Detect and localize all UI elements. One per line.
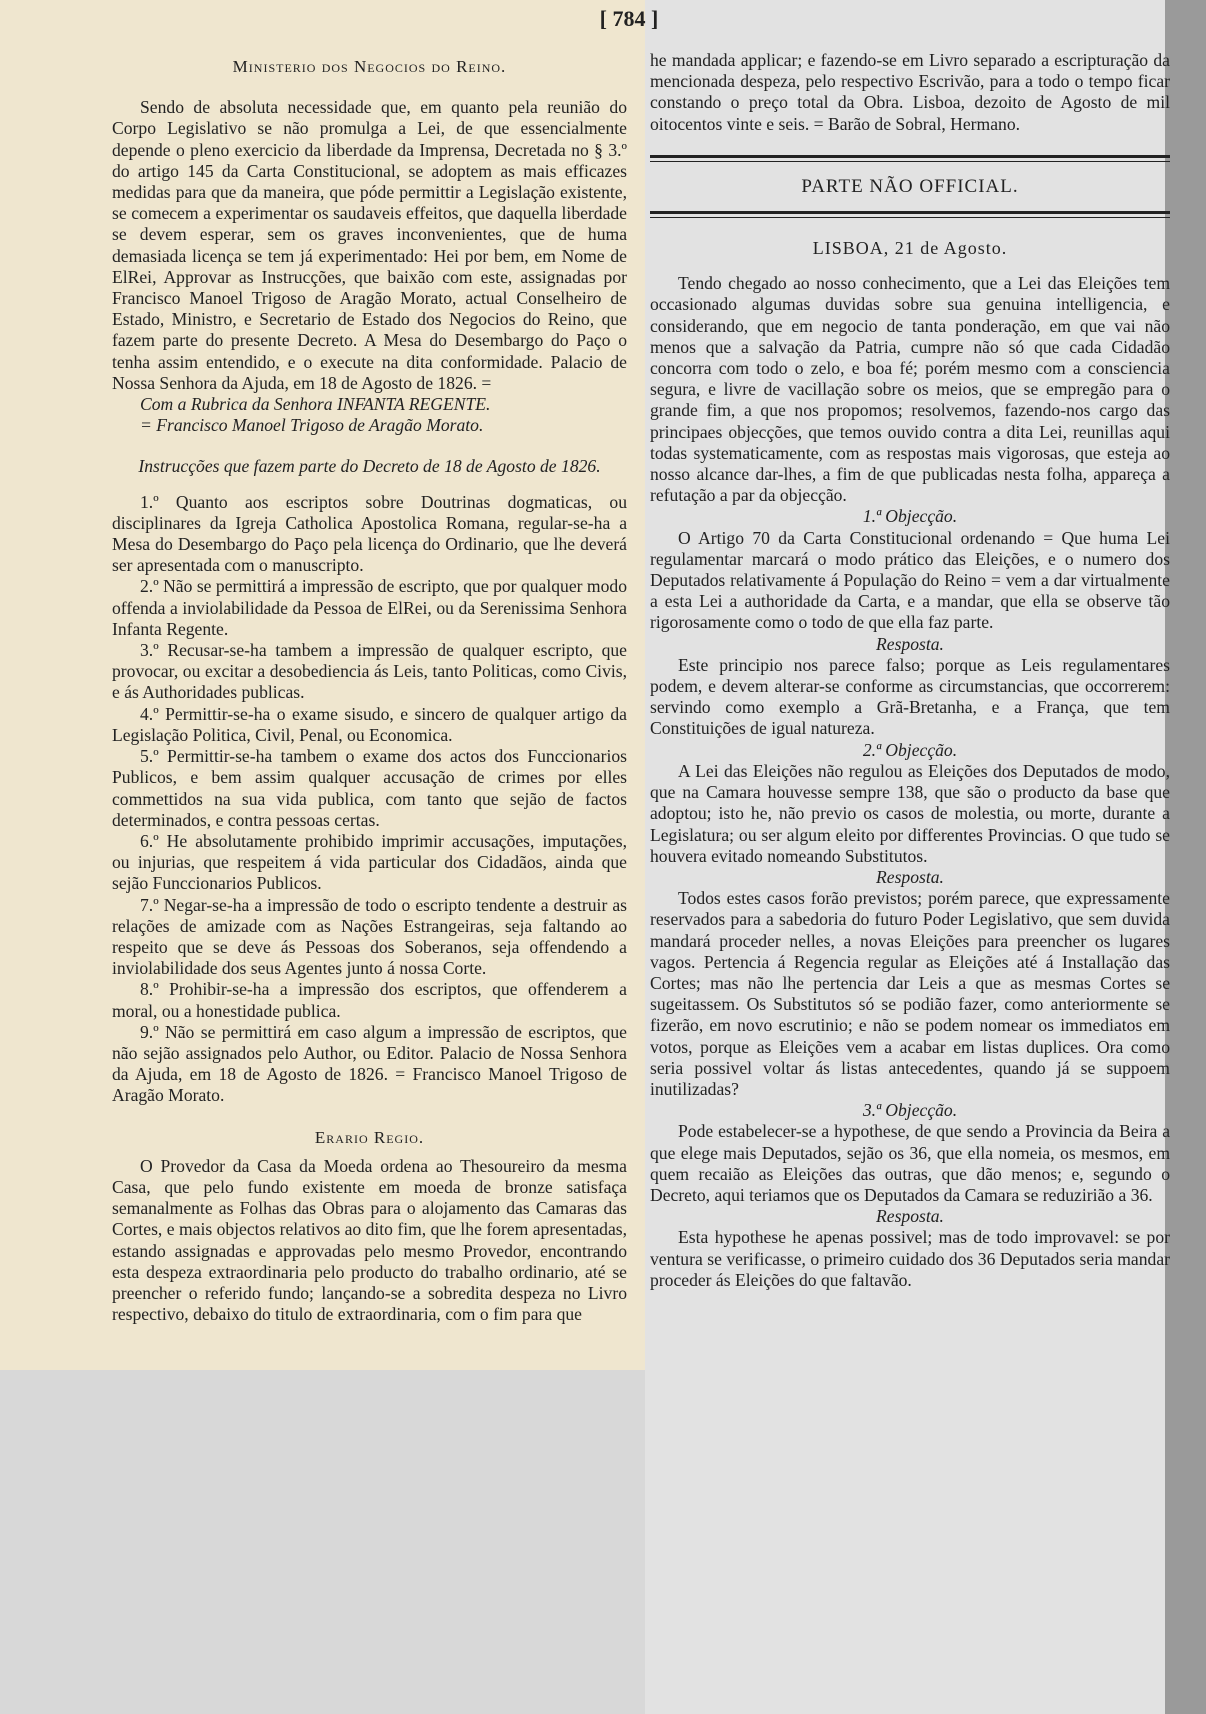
erario-paragraph: O Provedor da Casa da Moeda ordena ao Thesoureiro da mesma Casa, que pelo fundo existente em moeda de bronze satisfaça semanalmente as Folhas das Obras para o alojamento das Camaras das Cortes, e mais objectos relativos ao dito fim, que lhe forem apresentadas, estando assignadas e approvadas pelo mesmo Provedor, encontrando esta despeza extraordinaria pelo producto do trabalho ordinario, até se preencher o referido fundo; lançando-se a sobredita despeza no Livro respectivo, debaixo do titulo de extraordinaria, com o fim para que xyxy=(112,1155,627,1325)
dateline: LISBOA, 21 de Agosto. xyxy=(812,238,1008,259)
erario-continuation: he mandada applicar; e fazendo-se em Livro separado a escripturação da mencionada despeza, pelo respectivo Escrivão, para a todo o tempo ficar constando o preço total da Obra. Lisboa, dezoito de Agosto de mil oitocentos vinte e seis. = Barão de Sobral, Hermano. xyxy=(650,50,1170,134)
page-number: [ 784 ] xyxy=(599,6,659,31)
intro-paragraph: Tendo chegado ao nosso conhecimento, que a Lei das Eleições tem occasionado algumas duvidas sobre sua genuina intelligencia, e considerando, que em negocio de tanta ponderação, em que vai não menos que a salvação da Patria, cumpre não só que cada Cidadão concorra com todo o zelo, e boa fé; porém mesmo com a consciencia segura, e livre de vacillação sobre os meios, que se empregão para o grande fim, a que nos propomos; resolvemos, fazendo-nos cargo das principaes objecções, que temos ouvido contra a dita Lei, reunillas aqui todas systematicamente, com as respostas mais vigorosas, que esteja ao nosso alcance dar-lhes, a fim de que publicadas nesta folha, appareça a refutação a par da objecção. xyxy=(650,273,1170,506)
instruction-item: 5.º Permittir-se-ha tambem o exame dos actos dos Funccionarios Publicos, e bem assim qualquer accusação de crimes por elles commettidos na sua vida publica, com tanto que sejão de factos determinados, e contra pessoas certas. xyxy=(112,746,627,830)
signature-line: = Francisco Manoel Trigoso de Aragão Morato. xyxy=(140,415,484,436)
instruction-item: 2.º Não se permittirá a impressão de escripto, que por qualquer modo offenda a inviolabilidade da Pessoa de ElRei, ou da Serenissima Senhora Infanta Regente. xyxy=(112,576,627,639)
section-rule-top xyxy=(650,155,1170,162)
instruction-item: 4.º Permittir-se-ha o exame sisudo, e sincero de qualquer artigo da Legislação Politica, Civil, Penal, ou Economica. xyxy=(112,703,627,745)
left-column xyxy=(112,56,627,1325)
instruction-item: 9.º Não se permittirá em caso algum a impressão de escriptos, que não sejão assignados pelo Author, ou Editor. Palacio de Nossa Senhora da Ajuda, em 18 de Agosto de 1826. = Francisco Manoel Trigoso de Aragão Morato. xyxy=(112,1021,627,1106)
section-heading: PARTE NÃO OFFICIAL. xyxy=(801,175,1019,197)
instruction-item: 3.º Recusar-se-ha tambem a impressão de qualquer escripto, que provocar, ou excitar a desobediencia ás Leis, tanto Politicas, como Civis, e ás Authoridades publicas. xyxy=(112,640,627,703)
objection-1-label: 1.ª Objecção. xyxy=(862,506,958,527)
answer-3-label: Resposta. xyxy=(876,1206,944,1227)
objection-1-text: O Artigo 70 da Carta Constitucional ordenando = Que huma Lei regulamentar marcará o modo prático das Eleições, e o numero dos Deputados relativamente á População do Reino = vem a dar virtualmente a esta Lei a authoridade da Carta, e a mandar, que ella se observe tão rigorosamente como o todo de que ella faz parte. xyxy=(650,527,1170,633)
instruction-item: 8.º Prohibir-se-ha a impressão dos escriptos, que offenderem a moral, ou a honestidade publica. xyxy=(112,979,627,1021)
answer-1-text: Este principio nos parece falso; porque as Leis regulamentares podem, e devem alterar-se conforme as circumstancias, que occorrerem: servindo como exemplo a Grã-Bretanha, e a França, que tem Constituições de igual natureza. xyxy=(650,654,1170,739)
objection-2-label: 2.ª Objecção. xyxy=(862,739,958,760)
instructions-title: Instrucções que fazem parte do Decreto de 18 de Agosto de 1826. xyxy=(138,456,601,477)
paper-bottom-left xyxy=(0,1370,645,1714)
instruction-item: 6.º He absolutamente prohibido imprimir accusações, imputações, ou injurias, que respeitem á vida particular dos Cidadãos, ainda que sejão Funccionarios Publicos. xyxy=(112,830,627,894)
objection-3-label: 3.ª Objecção. xyxy=(862,1100,958,1121)
answer-3-text: Esta hypothese he apenas possivel; mas de todo improvavel: se por ventura se verificasse, o primeiro cuidado dos 36 Deputados seria mandar proceder ás Eleições do que faltavão. xyxy=(650,1227,1170,1290)
answer-1-label: Resposta. xyxy=(876,633,944,654)
right-column xyxy=(650,50,1170,1291)
objection-3-text: Pode estabelecer-se a hypothese, de que sendo a Provincia da Beira a que elege mais Deputados, sejão os 36, que ella nomeia, os mesmos, em quem recaião as Eleições das outras, que dão menos; e, segundo o Decreto, aqui teriamos que os Deputados da Camara se reduzirião a 36. xyxy=(650,1121,1170,1205)
section-rule-bottom xyxy=(650,211,1170,218)
decree-paragraph: Sendo de absoluta necessidade que, em quanto pela reunião do Corpo Legislativo se não promulga a Lei, de que essencialmente depende o pleno exercicio da liberdade da Imprensa, Decretada no § 3.º do artigo 145 da Carta Constitucional, se adoptem as mais efficazes medidas para que da maneira, que póde permittir a Legislação existente, se comecem a experimentar os saudaveis effeitos, que daquella liberdade se devem esperar, sem os graves inconvenientes, que de huma demasiada licença se tem já experimentado: Hei por bem, em Nome de ElRei, Approvar as Instrucções, que baixão com este, assignadas por Francisco Manoel Trigoso de Aragão Morato, actual Conselheiro de Estado, Ministro, e Secretario de Estado dos Negocios do Reino, que fazem parte do presente Decreto. A Mesa do Desembargo do Paço o tenha assim entendido, e o execute na dita conformidade. Palacio de Nossa Senhora da Ajuda, em 18 de Agosto de 1826. = xyxy=(112,97,627,393)
page-edge xyxy=(1165,0,1206,1714)
ministry-heading: Ministerio dos Negocios do Reino. xyxy=(232,57,507,76)
objection-2-text: A Lei das Eleições não regulou as Eleições dos Deputados de modo, que na Camara houvesse sempre 138, que são o producto da base que adoptou; isto he, não previo os casos de molestia, ou morte, durante a Legislatura; ou ser algum eleito por differentes Provincias. O que tudo se houvera evitado nomeando Substitutos. xyxy=(650,760,1170,866)
answer-2-label: Resposta. xyxy=(876,866,944,887)
instruction-item: 1.º Quanto aos escriptos sobre Doutrinas dogmaticas, ou disciplinares da Igreja Catholica Apostolica Romana, regular-se-ha a Mesa do Desembargo do Paço pela licença do Ordinario, que lhe deverá ser apresentada com o manuscripto. xyxy=(112,491,627,576)
answer-2-text: Todos estes casos forão previstos; porém parece, que expressamente reservados para a sabedoria do futuro Poder Legislativo, que sem duvida mandará proceder nelles, a novas Eleições para preencher os lugares vagos. Pertencia á Regencia regular as Eleições até á Installação das Cortes; mas não lhe pertencia dar Leis a que as mesmas Cortes se sugeitassem. Os Substitutos só se podião fazer, como anteriormente se fizerão, em novo escrutinio; e não se podem nomear os immediatos em votos, porque as Eleições vem a acabar em listas duplices. Ora como seria possivel voltar ás listas antecedentes, quando já se suppoem inutilizadas? xyxy=(650,888,1170,1099)
rubric-line: Com a Rubrica da Senhora INFANTA REGENTE. xyxy=(140,394,491,415)
erario-heading: Erario Regio. xyxy=(314,1127,425,1147)
instruction-item: 7.º Negar-se-ha a impressão de todo o escripto tendente a destruir as relações de amizade com as Nações Estrangeiras, seja faltando ao respeito que se deve ás Pessoas dos Soberanos, seja offendendo a inviolabilidade dos seus Agentes junto á nossa Corte. xyxy=(112,894,627,979)
